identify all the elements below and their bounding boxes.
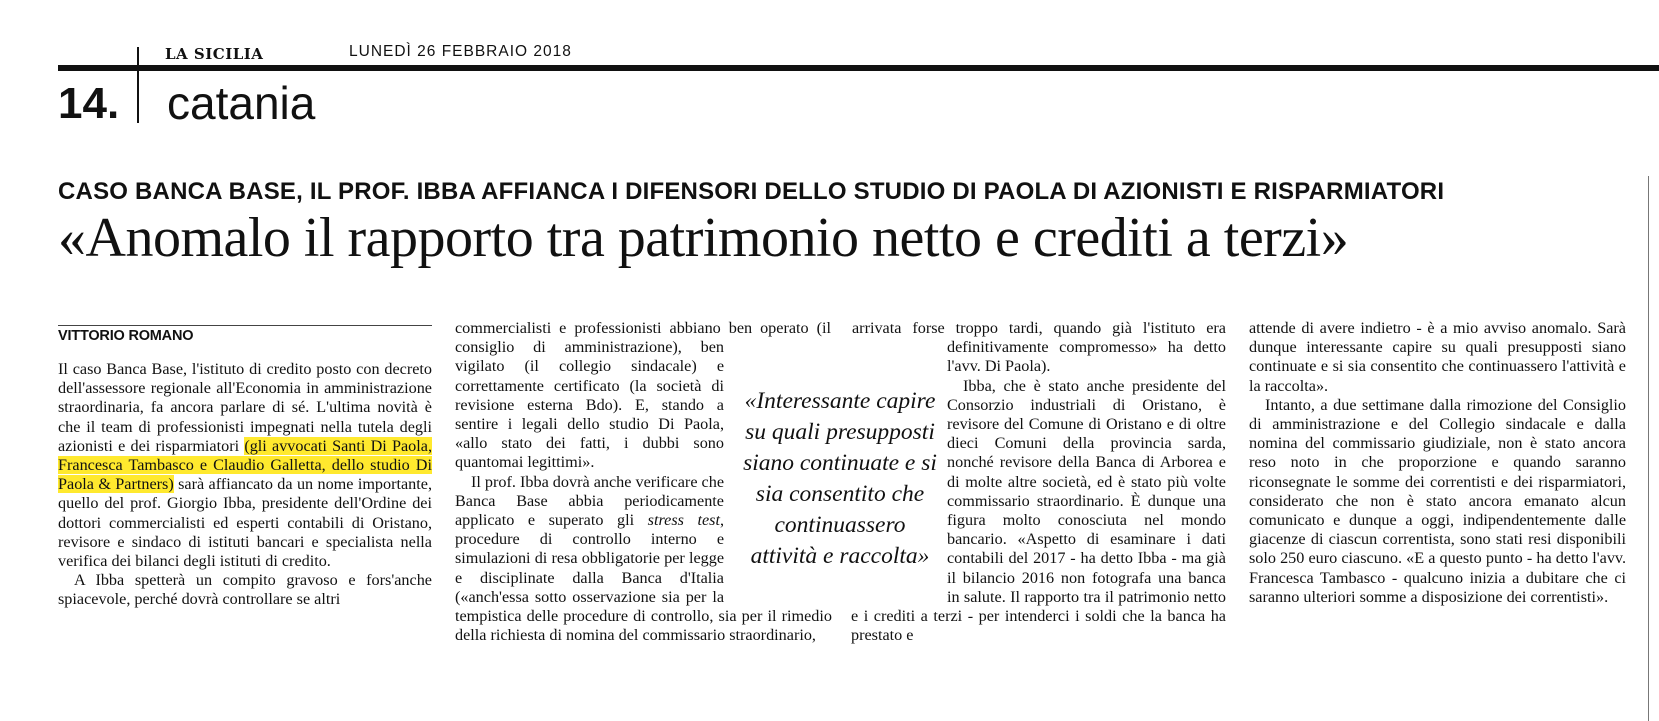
article-kicker: CASO BANCA BASE, IL PROF. IBBA AFFIANCA I DIFENSORI DELLO STUDIO DI PAOLA DI AZIONISTI E RISPARMIATORI bbox=[58, 178, 1445, 205]
newspaper-name: LA SICILIA bbox=[165, 45, 264, 63]
header-rule bbox=[58, 65, 1659, 71]
issue-date: LUNEDÌ 26 FEBBRAIO 2018 bbox=[349, 43, 572, 60]
paragraph: Il caso Banca Base, l'istituto di credito posto con decreto dell'assessore regionale all'Economia in amministrazione straordinaria, fa ancora parlare di sé. L'ultima novità è che il team di professionisti impegnati nella tutela degli azionisti e dei risparmiatori (gli avvocati Santi Di Paola, Francesca Tambasco e Claudio Galletta, dello studio Di Paola & Partners) sarà affiancato da un nome importante, quello del prof. Giorgio Ibba, presidente dell'Ordine dei dottori commercialisti ed esperti contabili di Oristano, revisore e sindaco di istituti bancari e specialista nella verifica dei bilanci degli istituti di credito. bbox=[58, 360, 432, 571]
paragraph: Ibba, che è stato anche presidente del Consorzio industriali di Oristano, è revisore del Comune di Oristano e di oltre dieci Comuni della provincia sarda, nonché revisore della Banca di Arborea e di molte altre società, ed è stato più volte commissario straordinario. È dunque una figura molto conosciuta nel mondo bancario. «Aspetto di esaminare i dati contabili del 2017 - ha detto Ibba - ma già il bilancio 2016 non fotografa una banca in salute. Il rapporto tra il patrimonio netto e i crediti a terzi - per intenderci i soldi che la banca ha prestato e bbox=[851, 376, 1226, 645]
paragraph: commercialisti e professionisti abbiano ben operato (il consiglio di amministrazione), ben vigilato (il collegio sindacale) e correttamente certificato (la società di revisione esterna Bdo). E, stando a sentire i legali dello studio Di Paola, «allo stato dei fatti, i dubbi sono quantomai legittimi». bbox=[455, 319, 831, 472]
byline-rule bbox=[58, 325, 432, 326]
pull-quote: «Interessante capire su quali presupposti siano continuate e si sia consentito che continuassero attività e raccolta» bbox=[743, 388, 937, 569]
paragraph: attende di avere indietro - è a mio avviso anomalo. Sarà dunque interessante capire su quali presupposti siano continuate e si sia consentito che continuassero l'attività e la raccolta». bbox=[1249, 319, 1626, 395]
section-name: catania bbox=[167, 77, 316, 129]
byline: VITTORIO ROMANO bbox=[58, 328, 194, 344]
header-vertical-rule bbox=[137, 47, 139, 123]
page-number: 14. bbox=[58, 79, 120, 128]
paragraph: Il prof. Ibba dovrà anche verificare che Banca Base abbia periodicamente applicato e superato gli stress test, procedure di controllo interno e simulazioni di resa obbligatorie per legge e disciplinate dalla Banca d'Italia («anch'essa sotto osservazione sia per la tempistica delle procedure di controllo, sia per il rimedio della richiesta di nomina del commissario straordinario, bbox=[455, 472, 832, 645]
right-column-rule bbox=[1648, 176, 1649, 721]
article-column-4 bbox=[1249, 319, 1626, 607]
paragraph: arrivata forse troppo tardi, quando già l'istituto era definitivamente compromesso» ha detto l'avv. Di Paola). bbox=[852, 319, 1226, 376]
article-headline: «Anomalo il rapporto tra patrimonio netto e crediti a terzi» bbox=[58, 207, 1349, 269]
paragraph: Intanto, a due settimane dalla rimozione del Consiglio di amministrazione e del Collegio sindacale e dalla nomina del commissario giudiziale, non è stato ancora reso noto in che proporzione e quando saranno riconsegnate le somme dei correntisti e dei risparmiatori, considerato che non è stato ancora emanato alcun comunicato e dunque a oggi, indipendentemente dalle giacenze di ciascun correntista, sono stati resi disponibili solo 250 euro ciascuno. «E a questo punto - ha detto l'avv. Francesca Tambasco - qualcuno inizia a dubitare che ci saranno ulteriori somme a disposizione dei correntisti». bbox=[1249, 395, 1626, 606]
article-column-1 bbox=[58, 360, 432, 610]
highlighted-text: (gli avvocati Santi Di Paola, Francesca Tambasco e Claudio Galletta, dello studio Di Paola & Partners) bbox=[58, 436, 432, 494]
paragraph: A Ibba spetterà un compito gravoso e fors'anche spiacevole, perché dovrà controllare se altri bbox=[58, 571, 432, 609]
